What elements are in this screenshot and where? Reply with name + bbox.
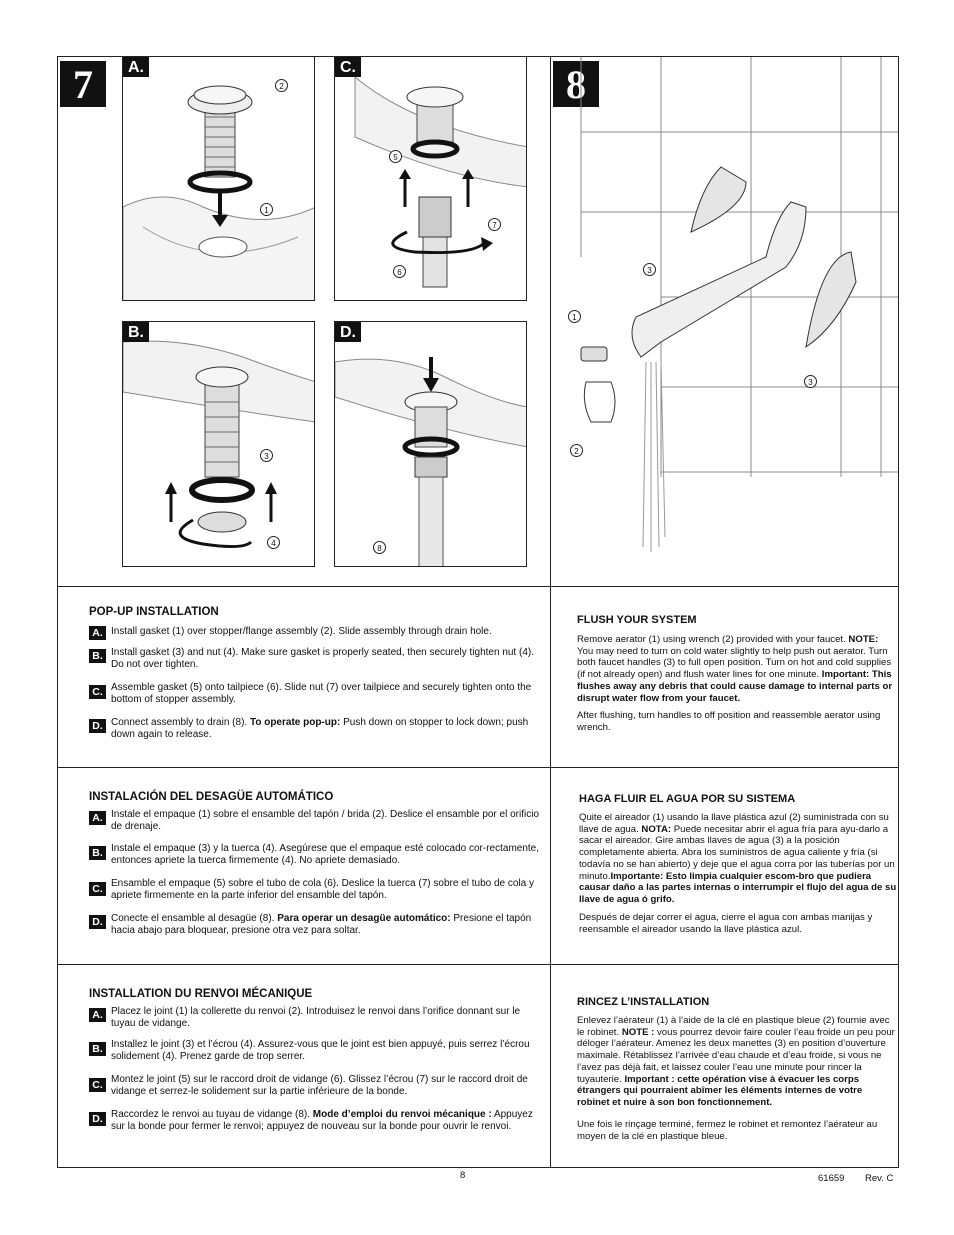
panel-a-illustration [122,56,315,301]
instruction-d-fr: Raccordez le renvoi au tuyau de vidange (8). Mode d’emploi du renvoi mécanique : Appuyez sur la bonde pour fermer le renvoi; appuyez de nouveau sur la bonde pour ouvrir le renvoi. [111,1109,533,1132]
callout-3-right-handle: 3 [804,375,817,388]
instruction-c-es: Ensamble el empaque (5) sobre el tubo de cola (6). Deslice la tuerca (7) sobre el tubo de cola y apriete firmemente en la parte inferior del ensamble del tapón. [111,878,535,901]
instruction-b-fr: Installez le joint (3) et l’écrou (4). Assurez-vous que le joint est bien appuyé, puis serrez l’écrou solidement (4). Prenez garde de trop serrer. [111,1039,530,1062]
callout-7: 7 [488,218,501,231]
callout-6: 6 [393,265,406,278]
flush-paragraph: Remove aerator (1) using wrench (2) provided with your faucet. NOTE: You may need to turn on cold water slightly to help push out aerator. Turn both faucet handles (3) to full open position. Turn on hot and cold supplies (if not already open) and flush water lines for one minute. Important: This flushes away any debris that could cause damage to internal parts or disrupt water flow from your faucet. [577,634,893,704]
flush-paragraph-fr: Enlevez l’aérateur (1) à l’aide de la clé en plastique bleue (2) fournie avec le robinet. NOTE : vous pourrez devoir faire couler l’eau froide un peu pour déloger l’aérateur. Amenez les deux manettes (3) en position d’ouverture maximale. Rétablissez l’arrivée d’eau chaude et d’eau froide, si vous ne l’avez pas déjà fait, et laissez couler l’eau une minute pour rincer la tuyauterie. Important : cette opération vise à évacuer les corps étrangers qui pourraient abîmer les éléments internes de votre robinet et nuire à son bon fonctionnement. [577,1015,895,1108]
step-badge-c: C. [89,685,106,699]
step-badge-d-es: D. [89,915,106,929]
step-badge-a-fr: A. [89,1008,106,1022]
gasket-nut-illustration [123,322,315,567]
flush-paragraph-es: Quite el aireador (1) usando la llave plástica azul (2) suministrada con su llave de agua. NOTA: Puede necesitar abrir el agua fría para ayu-darlo a sacar el aireador. Gire ambas llaves de agua (3) a la posición completamente abierta. Abra los suministros de agua caliente y fría (si todavía no se han abierto) y deje que el agua corra por las tuberías por un minuto.Importante: Esto limpia cualquier escom-bro que pudiera causar daño a las partes internas o interrumpir el flujo del agua de su llave de agua ó grifo. [579,812,897,905]
step-badge-a: A. [89,626,106,640]
flush-after-paragraph-es: Después de dejar correr el agua, cierre el agua con ambas manijas y reensamble el aireador usando la llave plástica azul. [579,912,873,935]
instruction-b-es: Instale el empaque (3) y la tuerca (4). Asegúrese que el empaque esté colocado cor-rectamente, entonces apriete la tuerca firmemente (4). No apriete demasiado. [111,843,540,866]
instruction-a-es: Instale el empaque (1) sobre el ensamble del tapón / brida (2). Deslice el ensamble por el orificio de drenaje. [111,809,540,832]
popup-installation-title: POP-UP INSTALLATION [89,606,219,618]
flush-system-title-fr: RINCEZ L’INSTALLATION [577,996,710,1008]
panel-a-label: A. [123,57,149,77]
step-badge-a-es: A. [89,811,106,825]
callout-8: 8 [373,541,386,554]
instruction-d: Connect assembly to drain (8). To operate pop-up: Push down on stopper to lock down; push down again to release. [111,717,529,740]
page-number: 8 [460,1170,466,1181]
panel-d-label: D. [335,322,361,342]
step-badge-c-fr: C. [89,1078,106,1092]
panel-b-label: B. [123,322,149,342]
instalacion-title: INSTALACIÓN DEL DESAGÜE AUTOMÁTICO [89,791,334,803]
step-badge-b: B. [89,649,106,663]
flush-system-title: FLUSH YOUR SYSTEM [577,614,697,626]
callout-4: 4 [267,536,280,549]
row-divider-1 [57,586,899,587]
step-badge-c-es: C. [89,882,106,896]
row-divider-2 [57,767,899,768]
callout-2-wrench: 2 [570,444,583,457]
revision: Rev. C [865,1173,894,1184]
instruction-d-es: Conecte el ensamble al desagüe (8). Para operar un desagüe automático: Presione el tapón hacia abajo para bloquear, presione otra vez para soltar. [111,913,532,936]
instruction-a-fr: Placez le joint (1) la collerette du renvoi (2). Introduisez le renvoi dans l’orifice donnant sur le tuyau de vidange. [111,1006,521,1029]
step-8-number: 8 [553,61,599,107]
row-divider-3 [57,964,899,965]
flush-after-paragraph: After flushing, turn handles to off position and reassemble aerator using wrench. [577,710,881,733]
panel-d-illustration [334,321,527,567]
step-7-number: 7 [60,61,106,107]
step-badge-b-es: B. [89,846,106,860]
instruction-c-fr: Montez le joint (5) sur le raccord droit de vidange (6). Glissez l’écrou (7) sur le raccord droit de vidange et serrez-le solidement sur la partie inférieure de la bonde. [111,1074,528,1097]
instruction-c: Assemble gasket (5) onto tailpiece (6). Slide nut (7) over tailpiece and securely tighten onto the bottom of stopper assembly. [111,682,532,705]
callout-3-left-handle: 3 [643,263,656,276]
step-badge-d: D. [89,719,106,733]
callout-3: 3 [260,449,273,462]
document-number: 61659 [818,1173,845,1184]
instruction-b: Install gasket (3) and nut (4). Make sure gasket is properly seated, then securely tighten nut (4). Do not over tighten. [111,647,534,670]
flush-after-paragraph-fr: Une fois le rinçage terminé, fermez le robinet et remontez l’aérateur au moyen de la clé en plastique bleue. [577,1119,878,1142]
flush-system-title-es: HAGA FLUIR EL AGUA POR SU SISTEMA [579,793,796,805]
callout-1: 1 [260,203,273,216]
faucet-illustration [551,57,898,585]
callout-1-aerator: 1 [568,310,581,323]
installation-renvoi-title: INSTALLATION DU RENVOI MÉCANIQUE [89,988,313,1000]
stopper-flange-illustration [123,57,315,301]
panel-b-illustration [122,321,315,567]
callout-2: 2 [275,79,288,92]
drain-connection-illustration [335,322,527,567]
panel-c-label: C. [335,57,361,77]
step-badge-b-fr: B. [89,1042,106,1056]
instruction-a: Install gasket (1) over stopper/flange assembly (2). Slide assembly through drain hole. [111,626,492,637]
step-badge-d-fr: D. [89,1112,106,1126]
panel-c-illustration [334,56,527,301]
tailpiece-nut-illustration [335,57,527,301]
callout-5: 5 [389,150,402,163]
